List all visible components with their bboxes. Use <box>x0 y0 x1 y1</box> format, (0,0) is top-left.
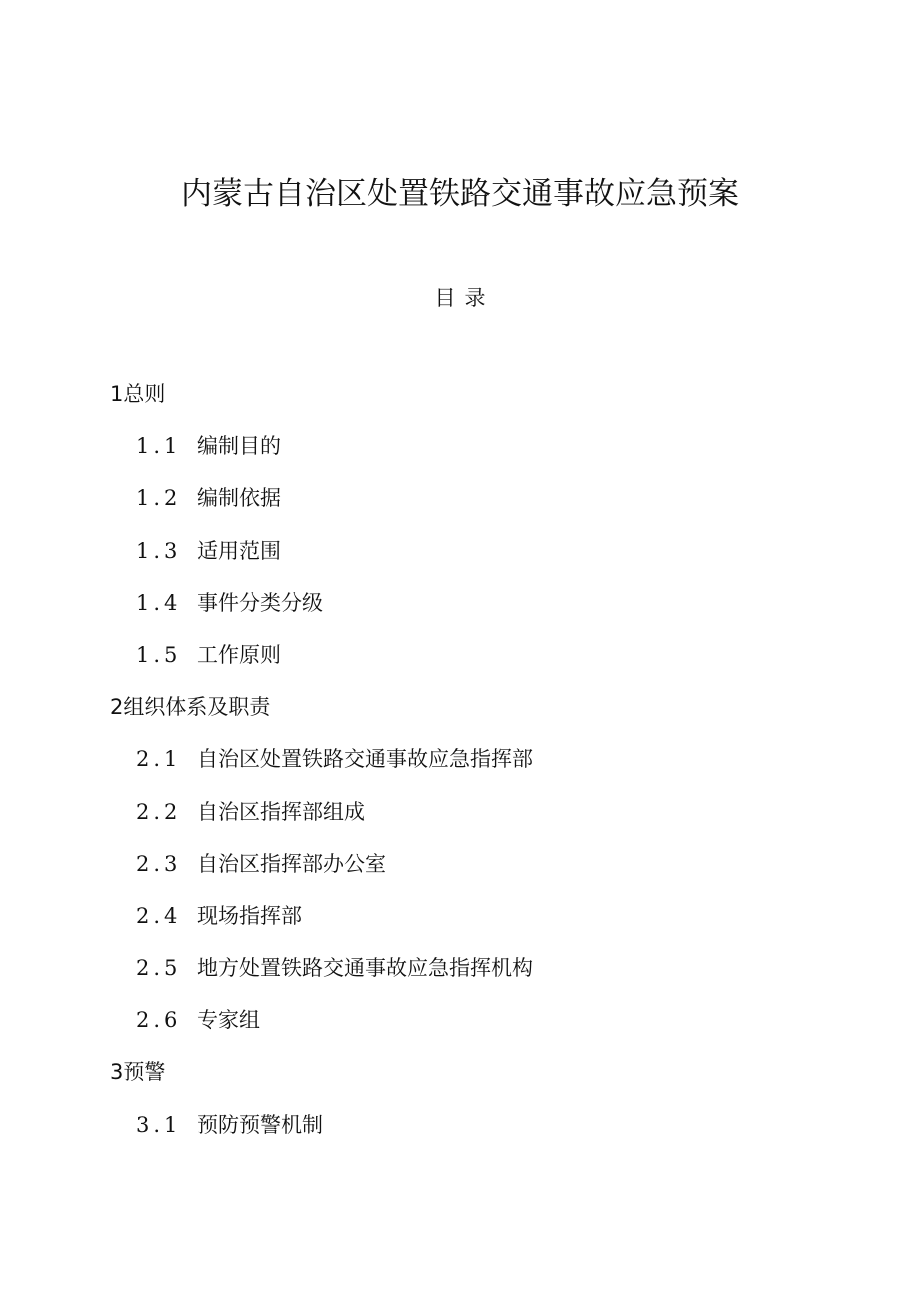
toc-section-title: 专家组 <box>197 1008 260 1033</box>
toc-section-entry <box>0 898 920 950</box>
toc-heading-char: 录 <box>464 286 486 310</box>
table-of-contents <box>0 376 920 1159</box>
toc-section-title: 编制目的 <box>197 434 281 459</box>
toc-chapter-title: 3预警 <box>110 1060 166 1085</box>
toc-section-number: 3.1 <box>136 1112 182 1137</box>
toc-section-number: 1.2 <box>136 486 182 511</box>
toc-section-entry <box>0 846 920 898</box>
toc-section-title: 自治区指挥部组成 <box>197 799 365 824</box>
toc-section-title: 地方处置铁路交通事故应急指挥机构 <box>197 956 533 981</box>
toc-chapter-title: 2组织体系及职责 <box>110 695 271 720</box>
toc-chapter-entry <box>0 1054 920 1106</box>
toc-chapter-entry <box>0 689 920 741</box>
toc-section-number: 1.3 <box>136 538 182 563</box>
toc-section-number: 1.1 <box>136 434 182 459</box>
toc-section-title: 自治区处置铁路交通事故应急指挥部 <box>197 747 533 772</box>
toc-section-number: 1.4 <box>136 590 182 615</box>
toc-chapter-title: 1总则 <box>110 382 166 406</box>
toc-section-number: 2.2 <box>136 799 182 824</box>
toc-section-title: 工作原则 <box>197 642 281 667</box>
toc-section-title: 自治区指挥部办公室 <box>197 851 386 876</box>
document-title: 内蒙古自治区处置铁路交通事故应急预案 <box>181 176 739 212</box>
toc-section-number: 2.4 <box>136 903 182 928</box>
toc-section-number: 1.5 <box>136 642 182 667</box>
toc-heading <box>0 282 920 314</box>
toc-section-entry <box>0 1107 920 1159</box>
toc-section-number: 2.1 <box>136 747 182 772</box>
toc-section-entry <box>0 428 920 480</box>
toc-section-entry <box>0 637 920 689</box>
toc-section-title: 适用范围 <box>197 538 281 563</box>
toc-section-title: 编制依据 <box>197 486 281 511</box>
toc-section-title: 事件分类分级 <box>197 590 323 615</box>
toc-section-entry <box>0 1002 920 1054</box>
toc-section-entry <box>0 480 920 532</box>
toc-section-number: 2.5 <box>136 956 182 981</box>
toc-section-entry <box>0 794 920 846</box>
toc-section-entry <box>0 533 920 585</box>
toc-section-entry <box>0 950 920 1002</box>
toc-section-number: 2.6 <box>136 1008 182 1033</box>
toc-section-title: 预防预警机制 <box>197 1112 323 1137</box>
toc-chapter-entry <box>0 376 920 428</box>
toc-section-title: 现场指挥部 <box>197 903 302 928</box>
toc-section-entry <box>0 585 920 637</box>
toc-heading-char: 目 <box>434 286 456 310</box>
toc-section-number: 2.3 <box>136 851 182 876</box>
toc-section-entry <box>0 741 920 793</box>
